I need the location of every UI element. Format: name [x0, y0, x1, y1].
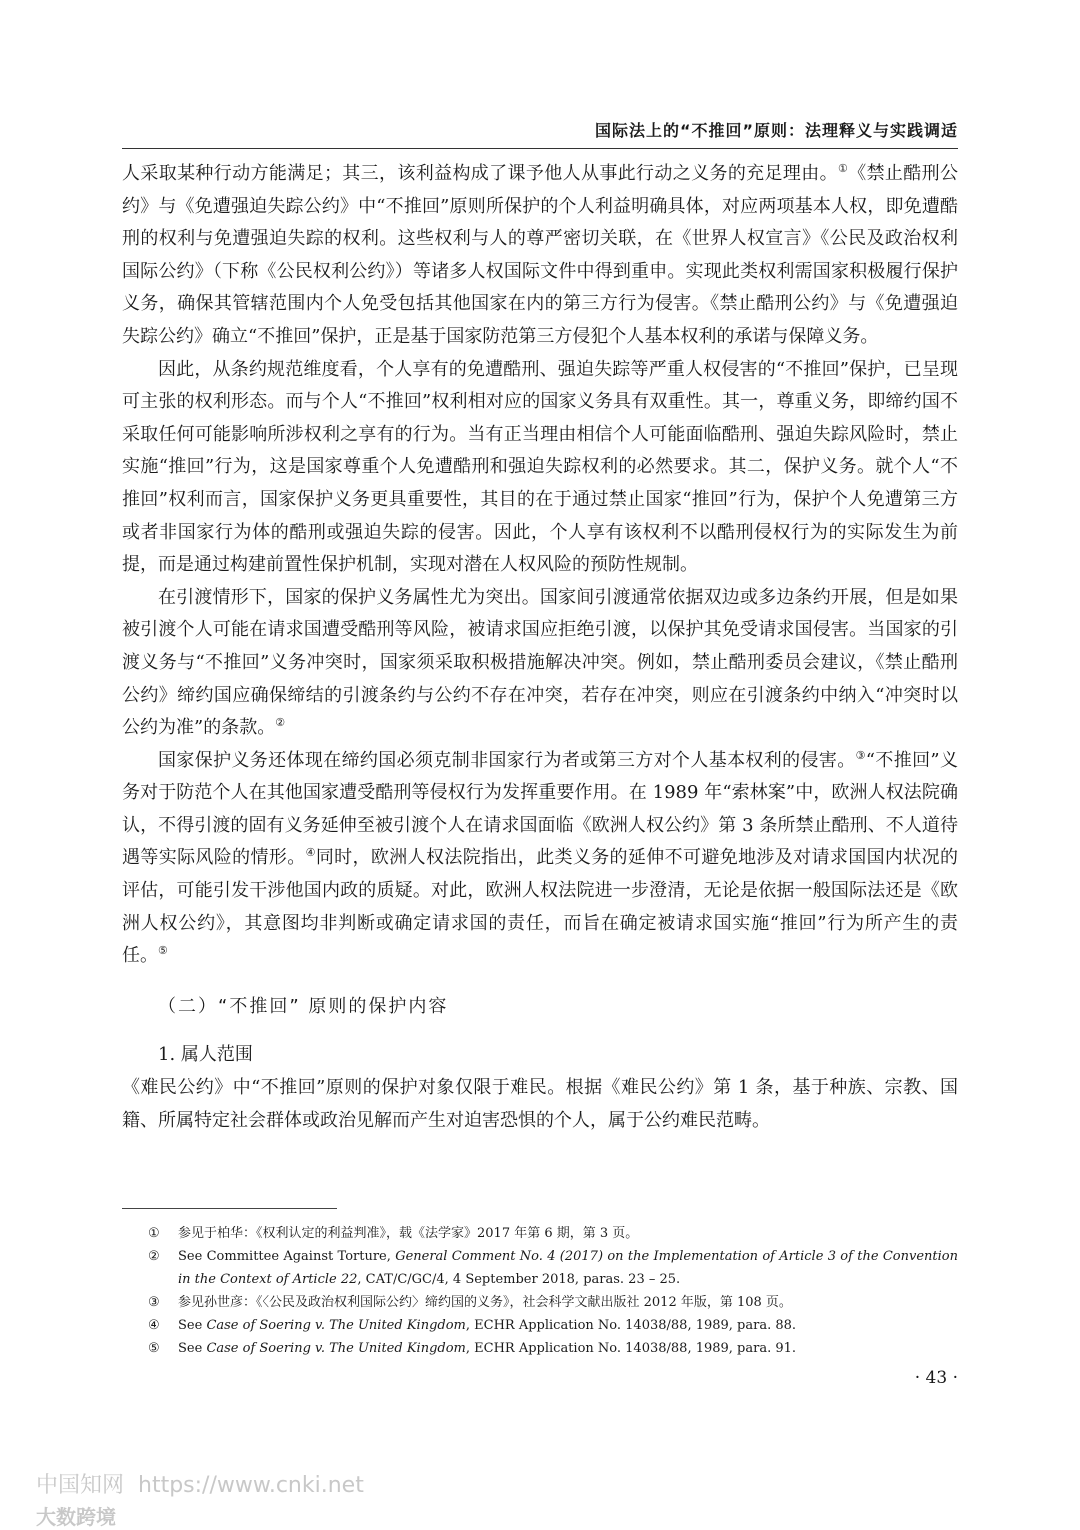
footnote-text: 参见于柏华：《权利认定的利益判准》，载《法学家》2017 年第 6 期，第 3 页。 — [178, 1226, 639, 1241]
footnote-mark: ③ — [148, 1295, 160, 1310]
paragraph-1 — [122, 158, 958, 354]
footnote-ref-5[interactable]: ⑤ — [158, 944, 168, 958]
watermark-line-1 — [36, 1468, 364, 1499]
footnote-ref-3[interactable]: ③ — [855, 748, 866, 762]
footnote-mark: ⑤ — [148, 1341, 160, 1356]
paragraph-4-text-b: “不推回”义务对于防范个人在其他国家遭受酷刑等侵权行为发挥重要作用。在 1989 年“索林案”中，欧洲人权法院确认，不得引渡的固有义务延伸至被引渡个人在请求国面临《欧洲人权公约》第 3 条所禁止酷刑、不人道待遇等实际风险的情形。 — [122, 749, 958, 869]
footnote-text — [178, 1245, 958, 1291]
paragraph-5: 《难民公约》中“不推回”原则的保护对象仅限于难民。根据《难民公约》第 1 条，基于种族、宗教、国籍、所属特定社会群体或政治见解而产生对迫害恐惧的个人，属于公约难民范畴。 — [122, 1077, 958, 1131]
footnote-mark: ② — [148, 1249, 160, 1264]
footnote-text-post: , CAT/C/GC/4, 4 September 2018, paras. 23 – 25. — [357, 1272, 681, 1287]
footnote-title: Case of Soering v. The United Kingdom — [206, 1341, 466, 1356]
footnote-text — [178, 1337, 958, 1360]
paragraph-3-text: 在引渡情形下，国家的保护义务属性尤为突出。国家间引渡通常依据双边或多边条约开展，但是如果被引渡个人可能在请求国遭受酷刑等风险，被请求国应拒绝引渡，以保护其免受请求国侵害。当国家的引渡义务与“不推回”义务冲突时，国家须采取积极措施解决冲突。例如，禁止酷刑委员会建议，《禁止酷刑公约》缔约国应确保缔结的引渡条约与公约不存在冲突，若存在冲突，则应在引渡条约中纳入“冲突时以公约为准”的条款。 — [122, 586, 958, 739]
footnote-mark: ① — [148, 1226, 160, 1241]
paragraph-4-text-c: 同时，欧洲人权法院指出，此类义务的延伸不可避免地涉及对请求国国内状况的评估，可能引发干涉他国内政的质疑。对此，欧洲人权法院进一步澄清，无论是依据一般国际法还是《欧洲人权公约》，其意图均非判断或确定请求国的责任，而旨在确定被请求国实施“推回”行为所产生的责任。 — [122, 847, 959, 967]
running-header: 国际法上的“不推回”原则：法理释义与实践调适 — [594, 121, 958, 140]
footnote-mark: ④ — [148, 1318, 160, 1333]
paragraph-4-text-a: 国家保护义务还体现在缔约国必须克制非国家行为者或第三方对个人基本权利的侵害。 — [158, 749, 856, 771]
paragraph-1-text-a: 人采取某种行动方能满足；其三，该利益构成了课予他人从事此行动之义务的充足理由。 — [122, 163, 838, 184]
watermark-site: 中国知网 — [36, 1473, 125, 1498]
footnote-text — [178, 1314, 958, 1337]
footnote-ref-2[interactable]: ② — [275, 716, 286, 730]
footnote-5 — [148, 1337, 958, 1360]
footnote-text-post: , ECHR Application No. 14038/88, 1989, para. 88. — [465, 1318, 797, 1333]
footnote-text-pre: See Committee Against Torture, — [178, 1249, 396, 1264]
footnote-4 — [148, 1314, 958, 1337]
footnote-1 — [148, 1222, 958, 1245]
section-heading: （二）“不推回” 原则的保护内容 — [158, 995, 449, 1017]
subsection-heading: 1. 属人范围 — [158, 1044, 253, 1066]
paragraph-1-text-b: 《禁止酷刑公约》与《免遭强迫失踪公约》中“不推回”原则所保护的个人利益明确具体，对应两项基本人权，即免遭酷刑的权利与免遭强迫失踪的权利。这些权利与人的尊严密切关联，在《世界人权宣言》《公民及政治权利国际公约》（下称《公民权利公约》）等诸多人权国际文件中得到重申。实现此类权利需国家积极履行保护义务，确保其管辖范围内个人免受包括其他国家在内的第三方行为侵害。《禁止酷刑公约》与《免遭强迫失踪公约》确立“不推回”保护，正是基于国家防范第三方侵犯个人基本权利的承诺与保障义务。 — [122, 163, 959, 347]
footnote-text-pre: See — [178, 1318, 207, 1333]
paragraph-4 — [122, 745, 958, 973]
paragraph-3 — [122, 582, 958, 745]
footnote-ref-4[interactable]: ④ — [305, 846, 316, 860]
header-rule — [122, 148, 958, 149]
watermark-brand: 大数跨境 — [36, 1505, 116, 1529]
article-body — [122, 158, 958, 1137]
footnote-title: General Comment No. 4 (2017) on the Implementation of Article 3 of the Convention in the Context of Article 22 — [178, 1249, 958, 1287]
footnote-3 — [148, 1291, 958, 1314]
footnote-2 — [148, 1245, 958, 1291]
footnotes — [148, 1222, 958, 1360]
footnote-text-post: , ECHR Application No. 14038/88, 1989, para. 91. — [465, 1341, 797, 1356]
footnote-text: 参见孙世彦：《〈公民及政治权利国际公约〉缔约国的义务》，社会科学文献出版社 2012 年版，第 108 页。 — [178, 1295, 792, 1310]
footnote-title: Case of Soering v. The United Kingdom — [206, 1318, 466, 1333]
footnote-rule — [122, 1208, 337, 1209]
watermark — [36, 1468, 364, 1530]
page-number: · 43 · — [914, 1368, 958, 1388]
watermark-url: https://www.cnki.net — [138, 1473, 364, 1498]
footnote-ref-1[interactable]: ① — [837, 162, 849, 175]
paragraph-2: 因此，从条约规范维度看，个人享有的免遭酷刑、强迫失踪等严重人权侵害的“不推回”保护，已呈现可主张的权利形态。而与个人“不推回”权利相对应的国家义务具有双重性。其一，尊重义务，即缔约国不采取任何可能影响所涉权利之享有的行为。当有正当理由相信个人可能面临酷刑、强迫失踪风险时，禁止实施“推回”行为，这是国家尊重个人免遭酷刑和强迫失踪权利的必然要求。其二，保护义务。就个人“不推回”权利而言，国家保护义务更具重要性，其目的在于通过禁止国家“推回”行为，保护个人免遭第三方或者非国家行为体的酷刑或强迫失踪的侵害。因此，个人享有该权利不以酷刑侵权行为的实际发生为前提，而是通过构建前置性保护机制，实现对潜在人权风险的预防性规制。 — [122, 358, 958, 576]
footnote-text-pre: See — [178, 1341, 207, 1356]
